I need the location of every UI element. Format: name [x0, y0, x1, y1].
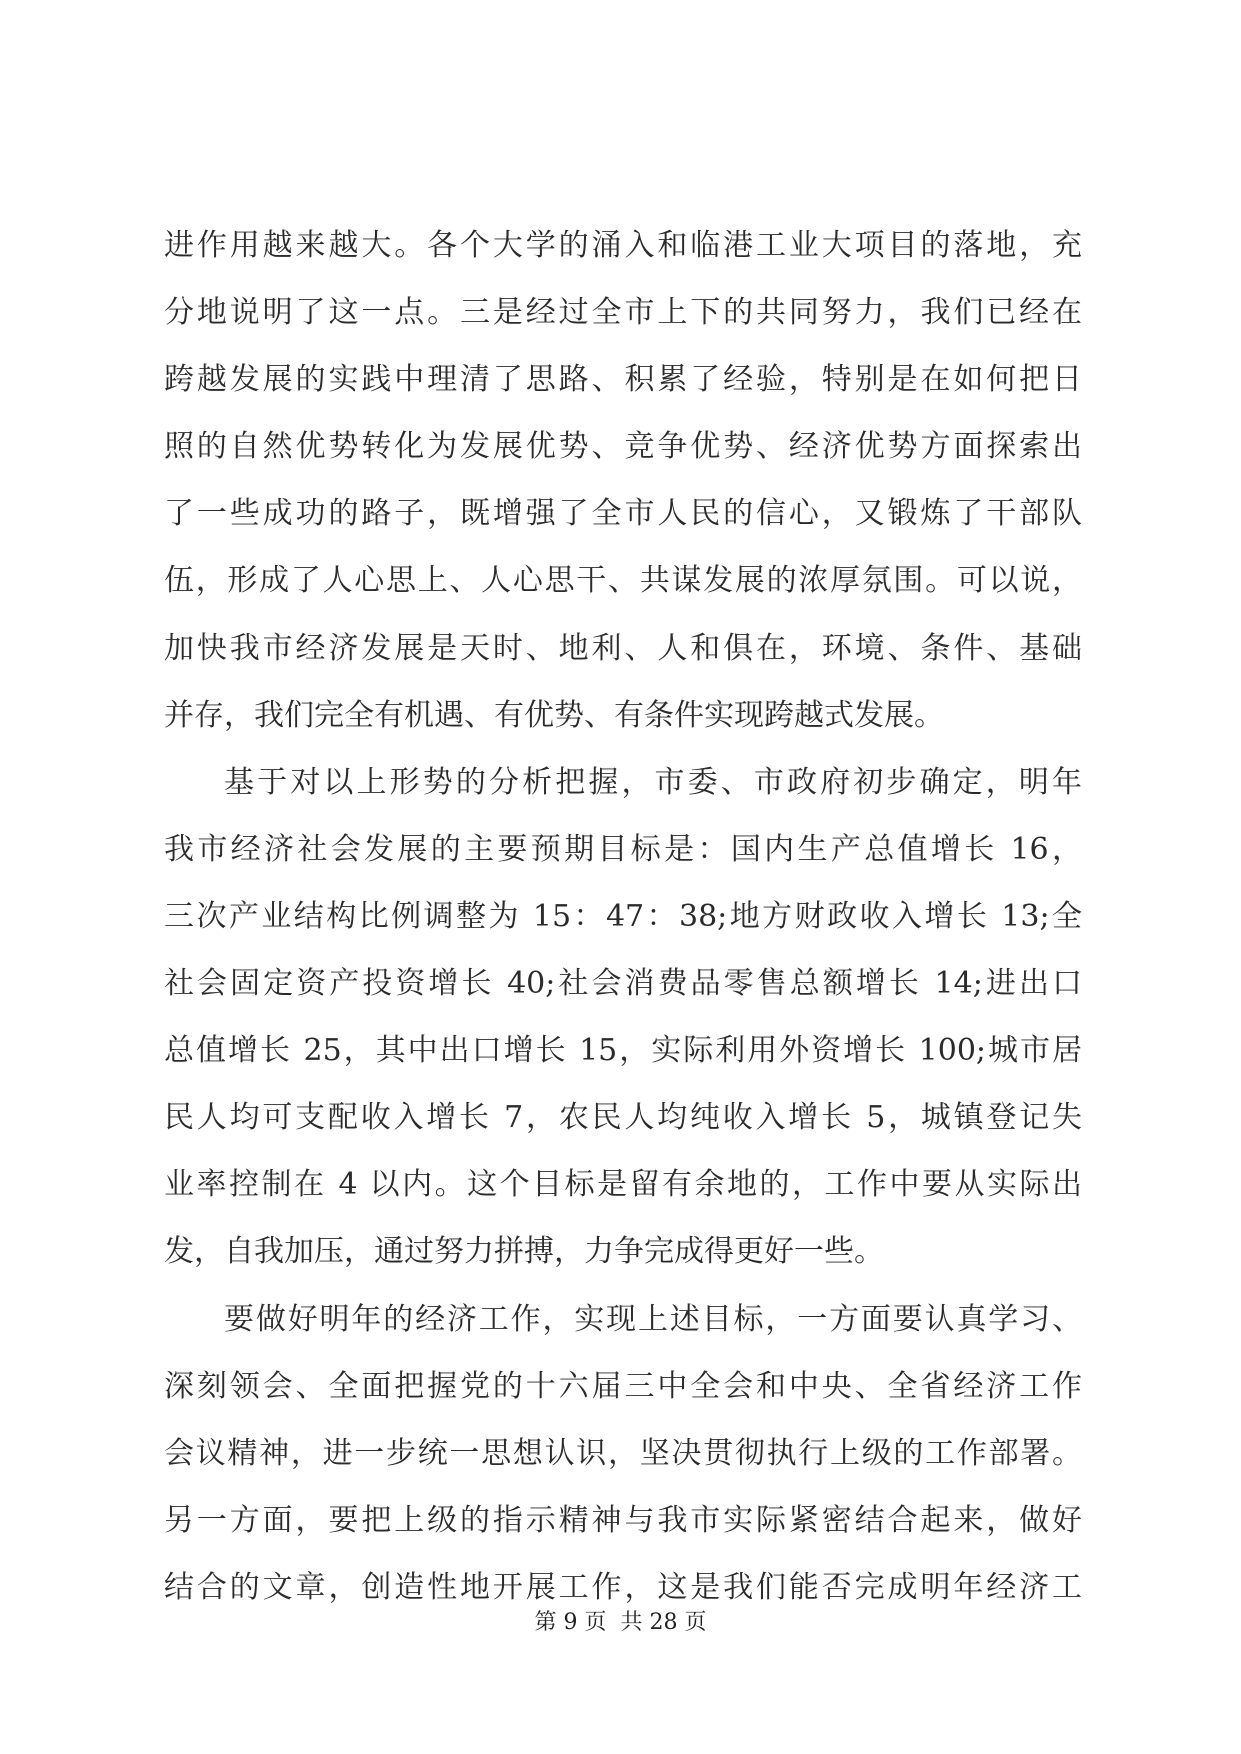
text-line: 会议精神，进一步统一思想认识，坚决贯彻执行上级的工作部署。	[164, 1435, 1082, 1471]
text-line: 分地说明了这一点。三是经过全市上下的共同努力，我们已经在	[164, 295, 1082, 331]
text-line: 跨越发展的实践中理清了思路、积累了经验，特别是在如何把日	[164, 362, 1082, 398]
page-number: 第 9 页 共 28 页	[534, 1610, 707, 1635]
text-line: 加快我市经济发展是天时、地利、人和俱在，环境、条件、基础	[164, 630, 1082, 666]
text-line: 进作用越来越大。各个大学的涌入和临港工业大项目的落地，充	[164, 228, 1082, 263]
text-line: 发，自我加压，通过努力拼搏，力争完成得更好一些。	[164, 1234, 884, 1270]
text-line: 民人均可支配收入增长 7，农民人均纯收入增长 5，城镇登记失	[164, 1100, 1082, 1136]
text-line: 深刻领会、全面把握党的十六届三中全会和中央、全省经济工作	[164, 1368, 1082, 1404]
text-line: 结合的文章，创造性地开展工作，这是我们能否完成明年经济工	[164, 1569, 1082, 1605]
page-footer	[0, 1605, 1241, 1636]
text-line: 我市经济社会发展的主要预期目标是：国内生产总值增长 16，	[164, 831, 1082, 867]
text-line: 业率控制在 4 以内。这个目标是留有余地的，工作中要从实际出	[164, 1167, 1082, 1203]
text-line: 照的自然优势转化为发展优势、竞争优势、经济优势方面探索出	[164, 429, 1082, 465]
text-line: 社会固定资产投资增长 40;社会消费品零售总额增长 14;进出口	[164, 966, 1082, 1002]
text-line: 并存，我们完全有机遇、有优势、有条件实现跨越式发展。	[164, 697, 944, 733]
text-line: 总值增长 25，其中出口增长 15，实际利用外资增长 100;城市居	[164, 1033, 1082, 1069]
text-line: 三次产业结构比例调整为 15：47：38;地方财政收入增长 13;全	[164, 898, 1082, 934]
document-body	[164, 227, 1082, 1636]
text-line: 伍，形成了人心思上、人心思干、共谋发展的浓厚氛围。可以说，	[164, 563, 1082, 599]
text-line: 了一些成功的路子，既增强了全市人民的信心，又锻炼了干部队	[164, 496, 1082, 532]
paragraph-first-line: 基于对以上形势的分析把握，市委、市政府初步确定，明年	[224, 764, 1082, 800]
paragraph-first-line: 要做好明年的经济工作，实现上述目标，一方面要认真学习、	[224, 1301, 1082, 1337]
text-line: 另一方面，要把上级的指示精神与我市实际紧密结合起来，做好	[164, 1502, 1082, 1538]
